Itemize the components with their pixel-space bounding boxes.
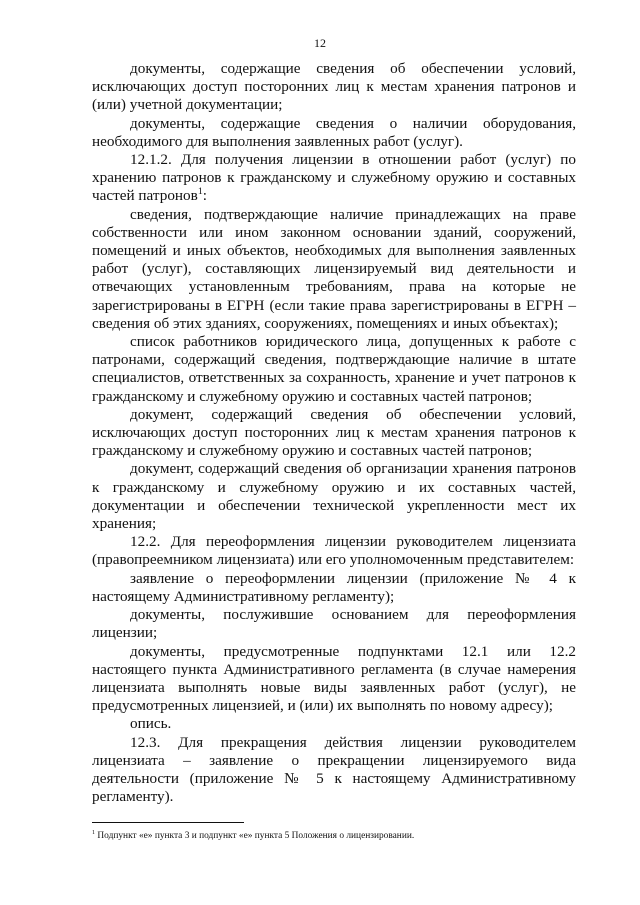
paragraph-5: список работников юридического лица, допущенных к работе с патронами, содержащий сведения, подтверждающие наличие в штате специалистов, ответственных за сохранность, хранение и учет патронов к гражданскому и служебному оружию и составных частей патронов; xyxy=(92,333,576,405)
footnote-reference: 1 xyxy=(197,186,203,198)
footnote-separator xyxy=(92,822,244,823)
paragraph-12: опись. xyxy=(130,715,172,733)
paragraph-8: 12.2. Для переоформления лицензии руководителем лицензиата (правопреемником лицензиата) или его уполномоченным представителем: xyxy=(92,533,576,569)
paragraph-1: документы, содержащие сведения об обеспечении условий, исключающих доступ посторонних лиц к местам хранения патронов и (или) учетной документации; xyxy=(92,60,576,114)
body-text xyxy=(92,60,576,806)
paragraph-3-colon: : xyxy=(202,187,207,205)
footnote-marker: 1 xyxy=(92,829,96,836)
paragraph-9: заявление о переоформлении лицензии (приложение № 4 к настоящему Административному регламенту); xyxy=(92,569,576,605)
paragraph-10: документы, послужившие основанием для переоформления лицензии; xyxy=(92,606,576,642)
paragraph-2: документы, содержащие сведения о наличии оборудования, необходимого для выполнения заявленных работ (услуг). xyxy=(92,114,576,150)
paragraph-13: 12.3. Для прекращения действия лицензии руководителем лицензиата – заявление о прекращении лицензируемого вида деятельности (приложение № 5 к настоящему Административному регламенту). xyxy=(92,733,576,806)
paragraph-7: документ, содержащий сведения об организации хранения патронов к гражданскому и служебному оружию и их составных частей, документации и обеспечении технической укрепленности мест их хранения; xyxy=(92,460,576,533)
paragraph-11: документы, предусмотренные подпунктами 12.1 или 12.2 настоящего пункта Административного регламента (в случае намерения лицензиата выполнять новые виды заявленных работ (услуг), не предусмотренных лицензией, и (или) их выполнять по новому адресу); xyxy=(92,642,576,715)
page-number: 12 xyxy=(314,36,326,50)
paragraph-3 xyxy=(92,151,576,206)
paragraph-3-text: 12.1.2. Для получения лицензии в отношении работ (услуг) по хранению патронов к гражданскому и служебному оружию и составных частей патронов xyxy=(92,151,576,205)
footnote-text: Подпункт «е» пункта 3 и подпункт «е» пункта 5 Положения о лицензировании. xyxy=(95,831,415,841)
footnote xyxy=(92,830,576,842)
paragraph-4: сведения, подтверждающие наличие принадлежащих на праве собственности или ином законном основании зданий, сооружений, помещений и иных объектов, необходимых для выполнения заявленных работ (услуг), составляющих лицензируемый вид деятельности и отвечающих установленным требованиям, права на которые не зарегистрированы в ЕГРН (если такие права зарегистрированы в ЕГРН – сведения об этих зданиях, сооружениях, помещениях и иных объектах); xyxy=(92,205,576,332)
paragraph-6: документ, содержащий сведения об обеспечении условий, исключающих доступ посторонних лиц к местам хранения патронов к гражданскому и служебному оружию и составных частей патронов; xyxy=(92,405,576,460)
